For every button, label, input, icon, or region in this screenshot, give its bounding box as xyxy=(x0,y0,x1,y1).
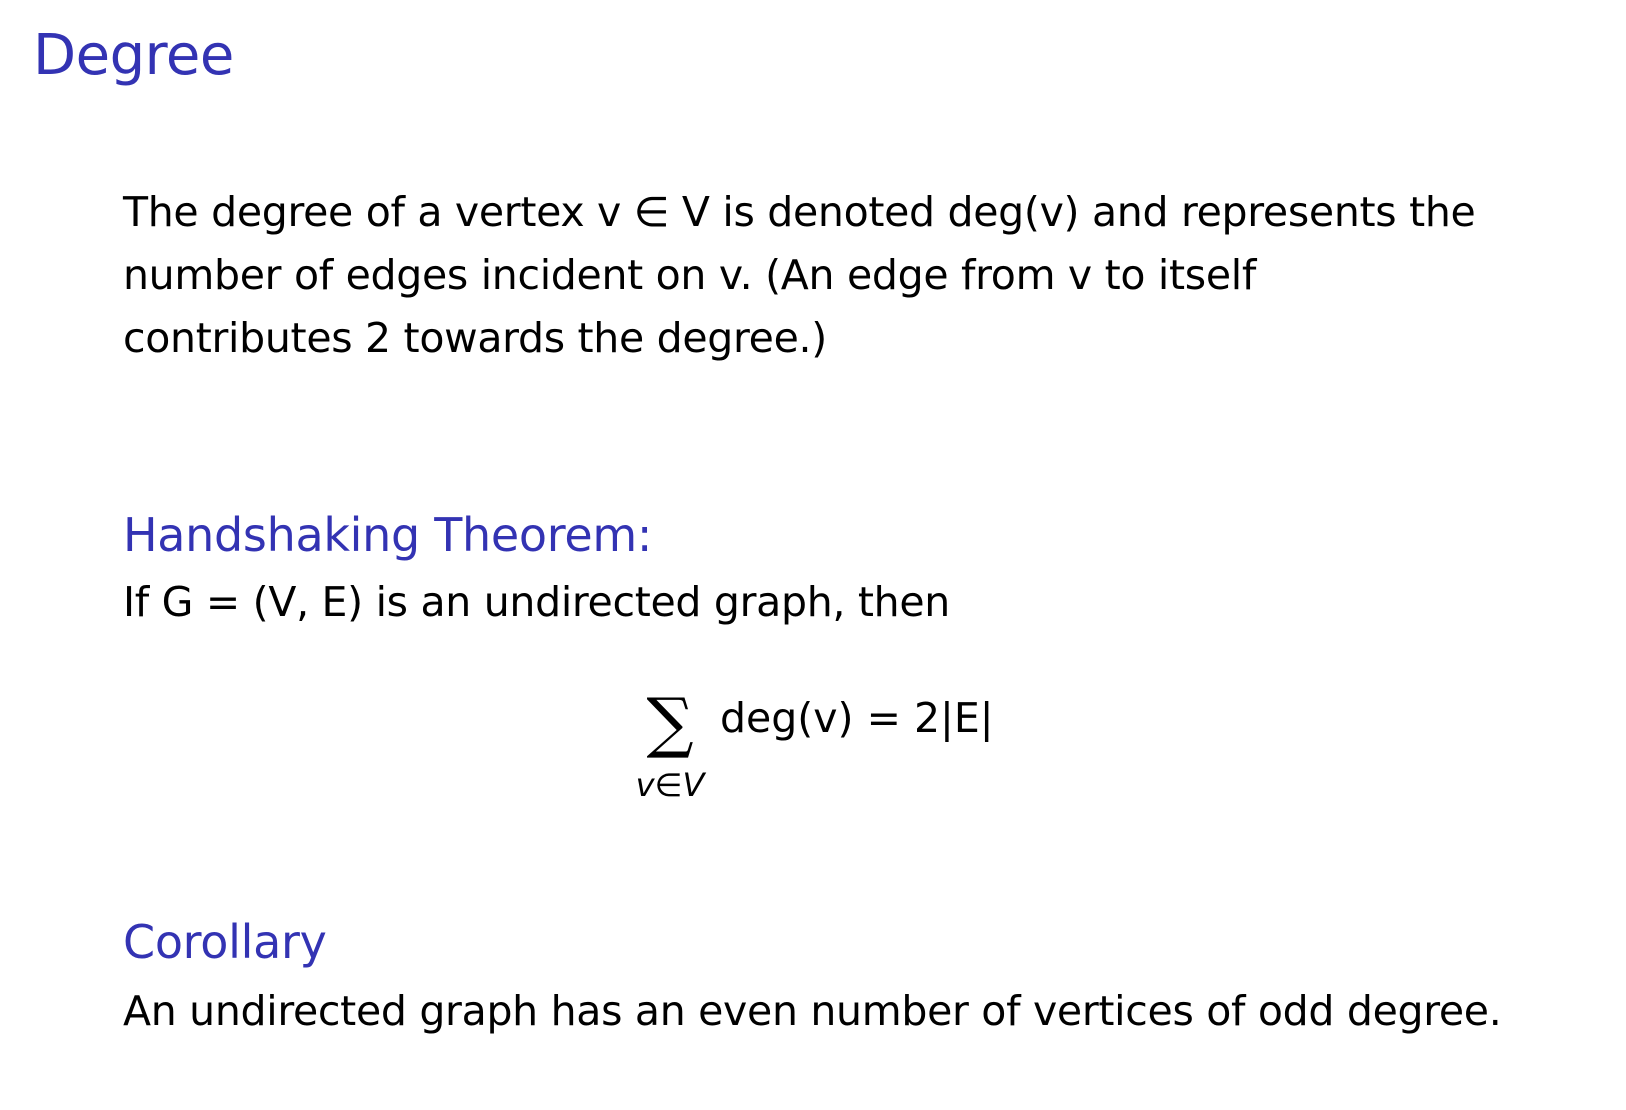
definition-line-3: contributes 2 towards the degree.) xyxy=(123,314,827,362)
summation xyxy=(625,684,715,804)
definition-line-2: number of edges incident on v. (An edge from v to itself xyxy=(123,251,1257,299)
definition-line-1: The degree of a vertex v ∈ V is denoted deg(v) and represents the xyxy=(123,188,1476,236)
sum-symbol: ∑ xyxy=(646,684,694,761)
slide-title: Degree xyxy=(33,23,234,88)
formula-expression: deg(v) = 2|E| xyxy=(720,694,994,742)
theorem-statement: If G = (V, E) is an undirected graph, then xyxy=(123,578,950,626)
theorem-title: Handshaking Theorem: xyxy=(123,508,653,562)
corollary-statement: An undirected graph has an even number of vertices of odd degree. xyxy=(123,987,1502,1035)
handshaking-formula xyxy=(625,684,1145,830)
sum-subscript: v∈V xyxy=(635,766,705,804)
corollary-title: Corollary xyxy=(123,915,327,969)
degree-definition xyxy=(123,181,1583,370)
